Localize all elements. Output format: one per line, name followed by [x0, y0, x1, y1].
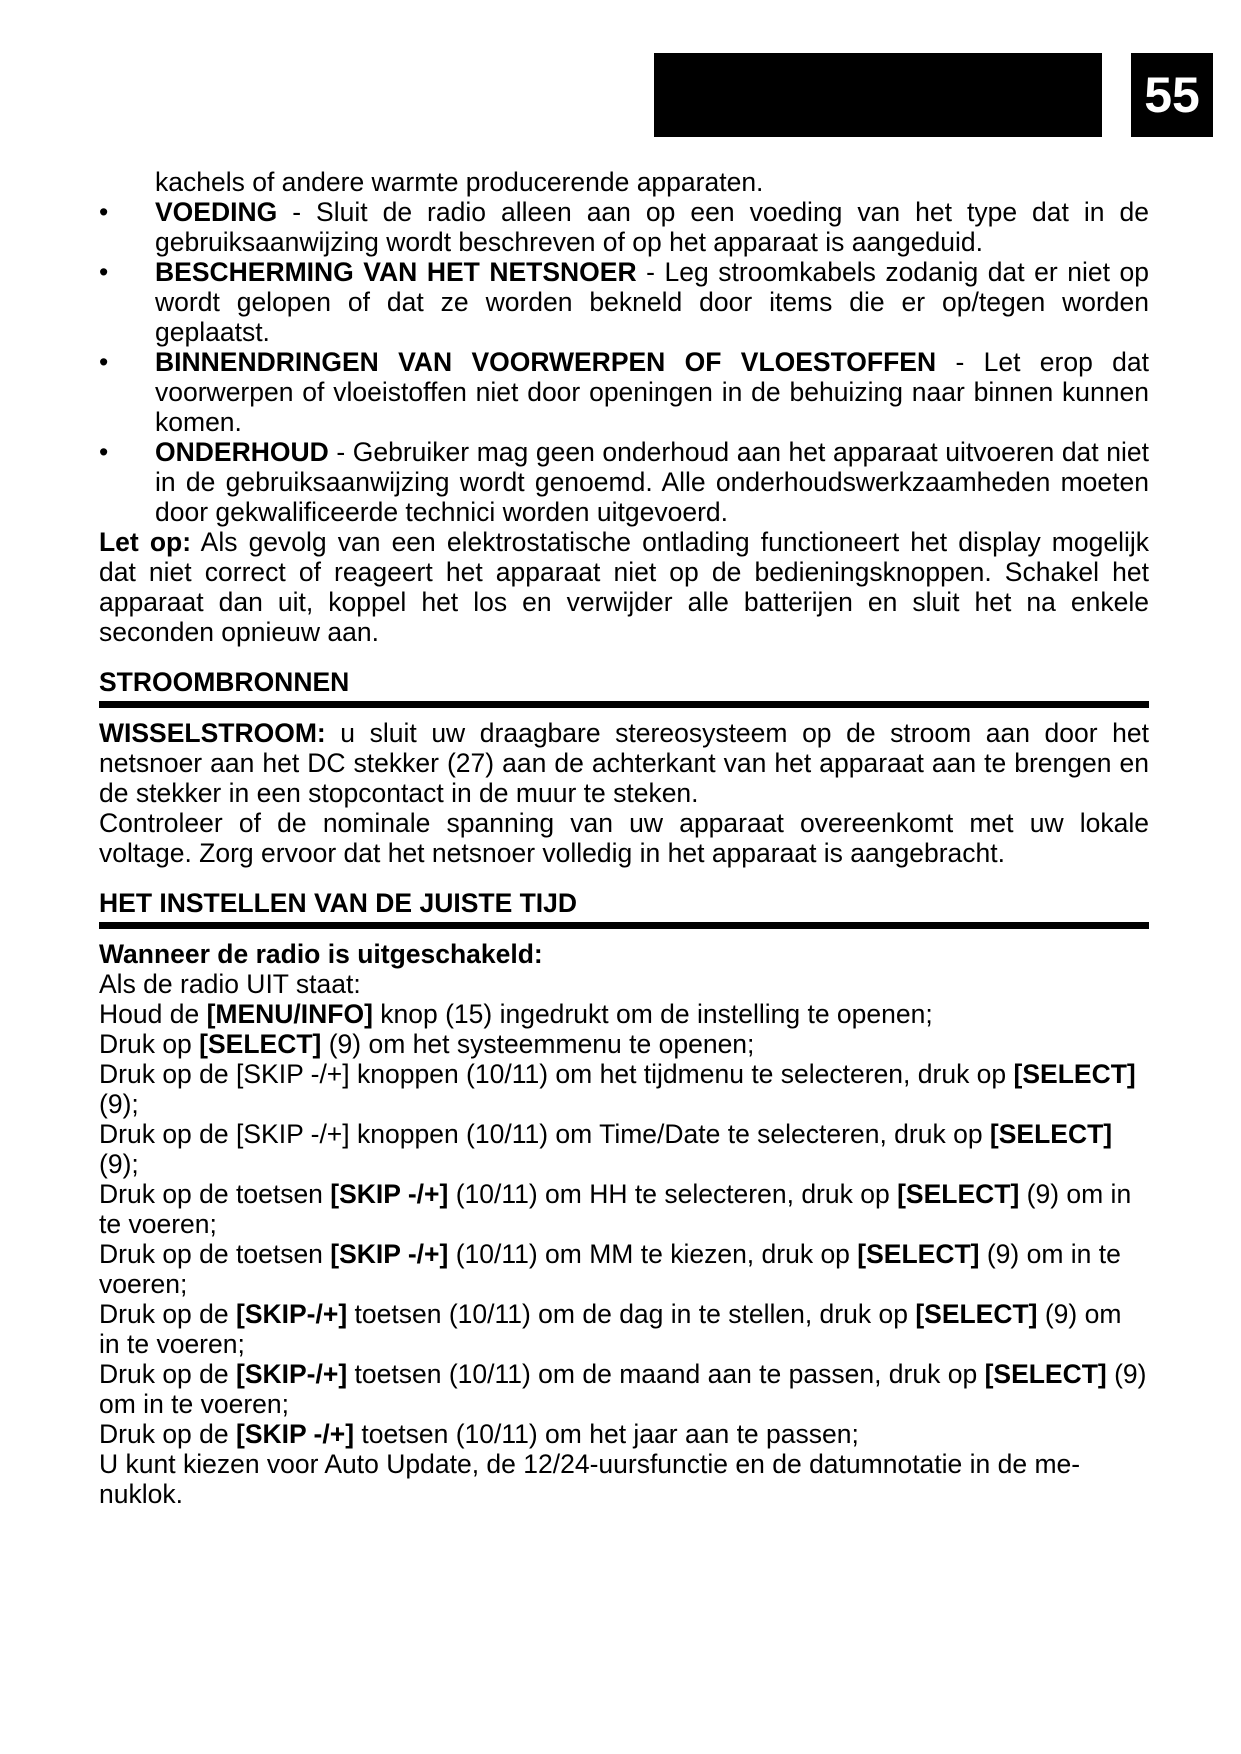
note-text: Als gevolg van een elektrostatische ontlading functioneert het display mogelijk dat niet correct of reageert het apparaat niet op de bedieningsknoppen. Schakel het apparaat dan uit, koppel het los en verwijder alle batterijen en sluit het na enkele seconden opnieuw aan.	[99, 527, 1149, 647]
instruction-line: Druk op de [SKIP -/+] knoppen (10/11) om het tijdmenu te selecteren, druk op [SELECT] (9);	[99, 1059, 1136, 1119]
instruction-line: Druk op de toetsen [SKIP -/+] (10/11) om HH te selecteren, druk op [SELECT] (9) om in te voeren;	[99, 1179, 1132, 1239]
list-item	[99, 257, 1149, 347]
bullet-icon: •	[99, 257, 109, 287]
continued-text: kachels of andere warmte producerende apparaten.	[155, 167, 764, 197]
instruction-line: Houd de [MENU/INFO] knop (15) ingedrukt om de instelling te openen;	[99, 999, 933, 1029]
bullet-text: - Gebruiker mag geen onderhoud aan het apparaat uitvoeren dat niet in de gebruiksaanwijzing wordt genoemd. Alle onderhoudswerkzaamheden moeten door gekwalificeerde technici worden uitgevoerd.	[155, 437, 1149, 527]
bullet-icon: •	[99, 437, 109, 467]
safety-list	[99, 197, 1149, 527]
instruction-line: U kunt kiezen voor Auto Update, de 12/24-uursfunctie en de datumnotatie in de me-nuklok.	[99, 1449, 1081, 1509]
page-number: 55	[1131, 53, 1213, 137]
voltage-check-paragraph: Controleer of de nominale spanning van uw apparaat overeenkomt met uw lokale voltage. Zorg ervoor dat het netsnoer volledig in het apparaat is aangebracht.	[99, 808, 1149, 868]
bullet-text: - Sluit de radio alleen aan op een voeding van het type dat in de gebruiksaanwijzing wordt beschreven of op het apparaat is aangeduid.	[155, 197, 1149, 257]
bullet-term: BESCHERMING VAN HET NETSNOER	[155, 257, 637, 287]
instruction-line: Druk op de [SKIP -/+] toetsen (10/11) om het jaar aan te passen;	[99, 1419, 859, 1449]
list-item	[99, 347, 1149, 437]
instruction-line: Druk op de toetsen [SKIP -/+] (10/11) om MM te kiezen, druk op [SELECT] (9) om in te voeren;	[99, 1239, 1121, 1299]
ac-label: WISSELSTROOM:	[99, 718, 326, 748]
bullet-text: - Let erop dat voorwerpen of vloeistoffen niet door openingen in de behuizing naar binnen kunnen komen.	[155, 347, 1149, 437]
instruction-line: Druk op de [SKIP-/+] toetsen (10/11) om de maand aan te passen, druk op [SELECT] (9) om in te voeren;	[99, 1359, 1147, 1419]
bullet-term: VOEDING	[155, 197, 278, 227]
page-content	[99, 167, 1149, 1509]
time-instructions	[99, 939, 1149, 1509]
bullet-text: - Leg stroomkabels zodanig dat er niet op wordt gelopen of dat ze worden bekneld door items die er op/tegen worden geplaatst.	[155, 257, 1149, 347]
ac-paragraph	[99, 718, 1149, 808]
section-heading-power: STROOMBRONNEN	[99, 667, 1149, 708]
instruction-line: Druk op [SELECT] (9) om het systeemmenu te openen;	[99, 1029, 755, 1059]
list-item	[99, 437, 1149, 527]
instruction-line: Druk op de [SKIP -/+] knoppen (10/11) om Time/Date te selecteren, druk op [SELECT] (9);	[99, 1119, 1113, 1179]
bullet-icon: •	[99, 197, 109, 227]
list-item	[99, 197, 1149, 257]
time-subheading: Wanneer de radio is uitgeschakeld:	[99, 939, 543, 969]
instruction-line: Druk op de [SKIP-/+] toetsen (10/11) om de dag in te stellen, druk op [SELECT] (9) om in te voeren;	[99, 1299, 1122, 1359]
bullet-term: BINNENDRINGEN VAN VOORWERPEN OF VLOESTOFFEN	[155, 347, 937, 377]
header-bar	[654, 53, 1102, 137]
bullet-term: ONDERHOUD	[155, 437, 329, 467]
section-heading-time: HET INSTELLEN VAN DE JUISTE TIJD	[99, 888, 1149, 929]
note-paragraph	[99, 527, 1149, 647]
instruction-line: Als de radio UIT staat:	[99, 969, 361, 999]
bullet-icon: •	[99, 347, 109, 377]
ac-text: u sluit uw draagbare stereosysteem op de stroom aan door het netsnoer aan het DC stekker (27) aan de achterkant van het apparaat aan te brengen en de stekker in een stopcontact in de muur te steken.	[99, 718, 1149, 808]
note-label: Let op:	[99, 527, 192, 557]
